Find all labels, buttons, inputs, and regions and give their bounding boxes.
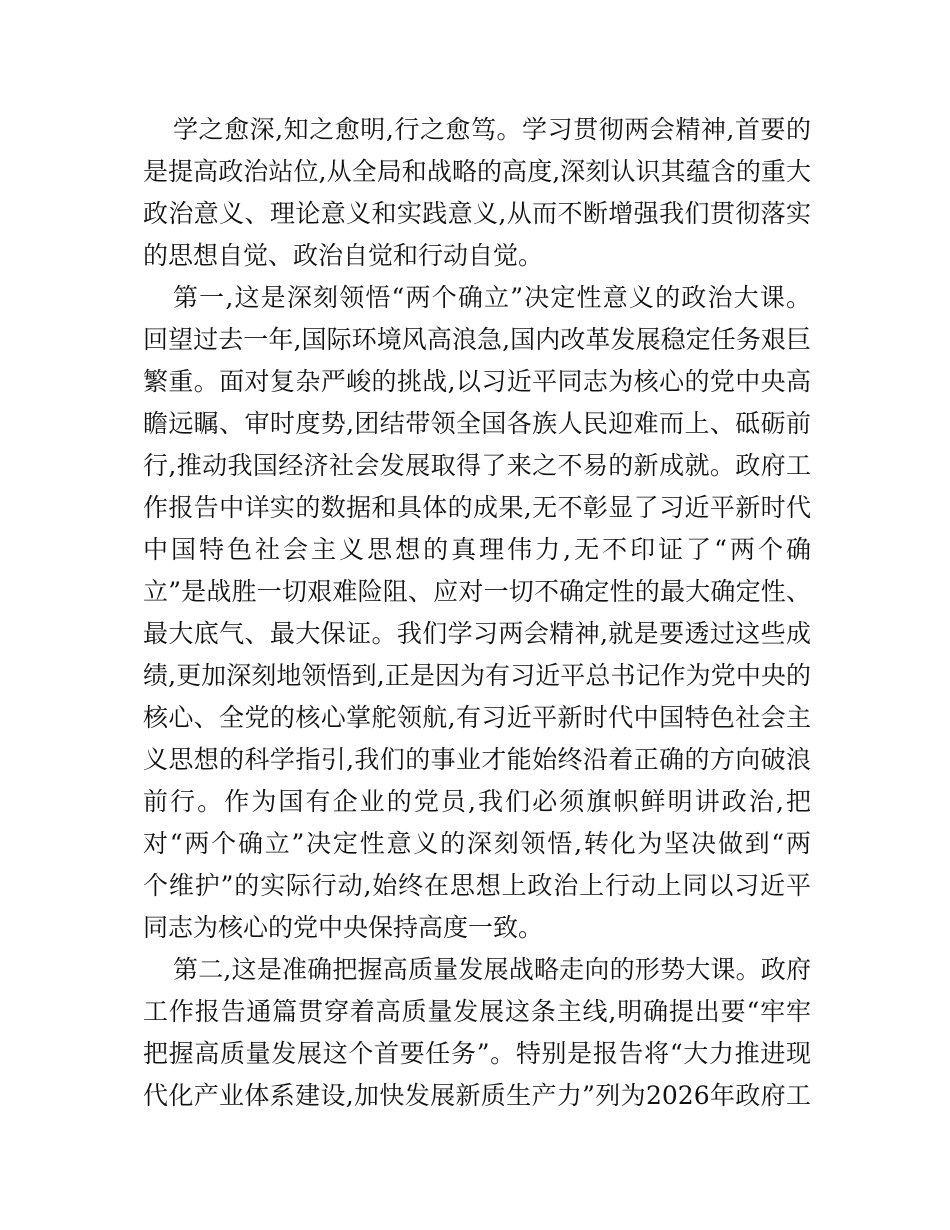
text-line: 绩,更加深刻地领悟到,正是因为有习近平总书记作为党中央的: [143, 661, 811, 690]
text-line: 的思想自觉、政治自觉和行动自觉。: [143, 241, 544, 270]
text-line: 同志为核心的党中央保持高度一致。: [143, 913, 544, 942]
text-line: 工作报告通篇贯穿着高质量发展这条主线,明确提出要“牢牢: [143, 997, 811, 1026]
text-line: 立”是战胜一切艰难险阻、应对一切不确定性的最大确定性、: [143, 577, 811, 606]
text-line: 第二,这是准确把握高质量发展战略走向的形势大课。政府: [173, 955, 811, 984]
text-line: 回望过去一年,国际环境风高浪急,国内改革发展稳定任务艰巨: [143, 325, 811, 354]
text-line: 代化产业体系建设,加快发展新质生产力”列为2026年政府工: [143, 1081, 811, 1110]
text-line: 最大底气、最大保证。我们学习两会精神,就是要透过这些成: [143, 619, 811, 648]
text-line: 第一,这是深刻领悟“两个确立”决定性意义的政治大课。: [173, 283, 811, 312]
document-page: [143, 109, 811, 1117]
text-line: 核心、全党的核心掌舵领航,有习近平新时代中国特色社会主: [143, 703, 811, 732]
text-line: 把握高质量发展这个首要任务”。特别是报告将“大力推进现: [143, 1039, 811, 1068]
text-line: 中国特色社会主义思想的真理伟力,无不印证了“两个确: [143, 535, 811, 564]
text-line: 政治意义、理论意义和实践意义,从而不断增强我们贯彻落实: [143, 199, 811, 228]
paragraph: [143, 109, 811, 277]
text-line: 前行。作为国有企业的党员,我们必须旗帜鲜明讲政治,把: [143, 787, 811, 816]
text-line: 对“两个确立”决定性意义的深刻领悟,转化为坚决做到“两: [143, 829, 811, 858]
paragraph: [143, 949, 811, 1117]
text-line: 作报告中详实的数据和具体的成果,无不彰显了习近平新时代: [143, 493, 811, 522]
paragraph: [143, 277, 811, 949]
text-line: 行,推动我国经济社会发展取得了来之不易的新成就。政府工: [143, 451, 811, 480]
text-line: 是提高政治站位,从全局和战略的高度,深刻认识其蕴含的重大: [143, 157, 811, 186]
text-line: 学之愈深,知之愈明,行之愈笃。学习贯彻两会精神,首要的: [173, 115, 811, 144]
text-line: 瞻远瞩、审时度势,团结带领全国各族人民迎难而上、砥砺前: [143, 409, 811, 438]
text-line: 个维护”的实际行动,始终在思想上政治上行动上同以习近平: [143, 871, 811, 900]
text-line: 义思想的科学指引,我们的事业才能始终沿着正确的方向破浪: [143, 745, 811, 774]
text-line: 繁重。面对复杂严峻的挑战,以习近平同志为核心的党中央高: [143, 367, 811, 396]
